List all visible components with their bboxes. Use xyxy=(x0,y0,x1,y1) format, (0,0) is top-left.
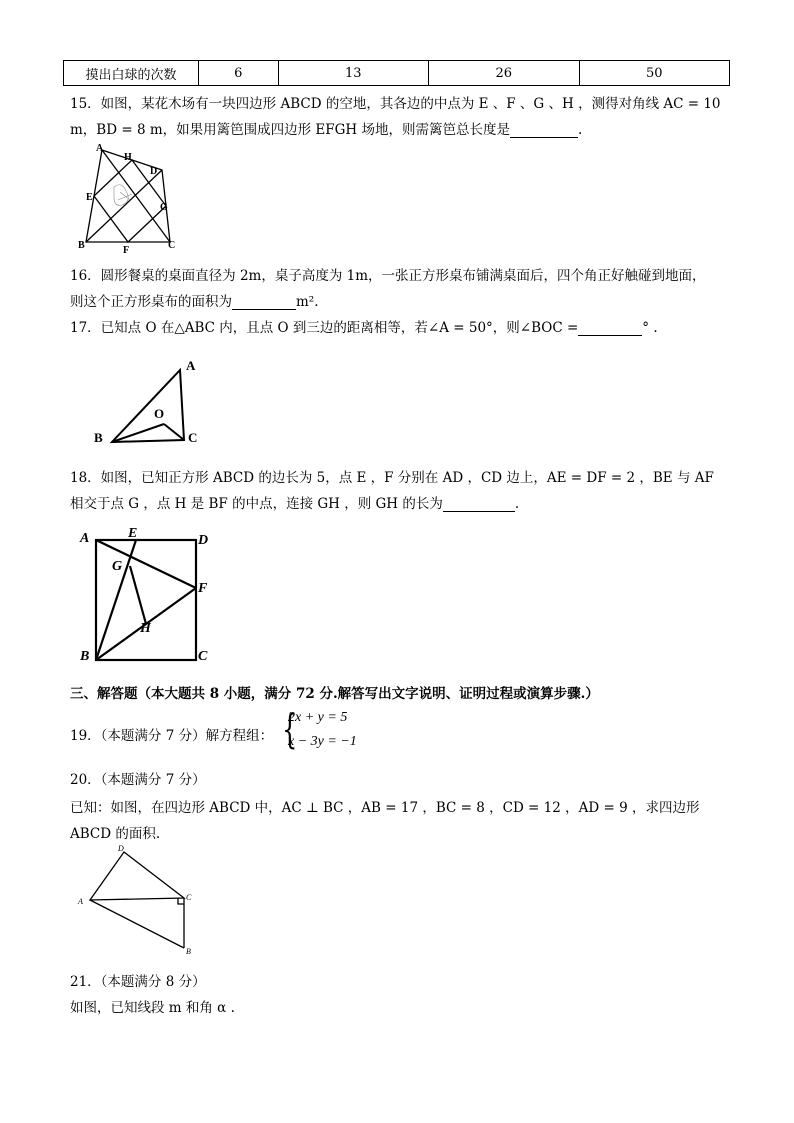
q18-line2-text: 相交于点 G ，点 H 是 BF 的中点，连接 GH ，则 GH 的长为 xyxy=(70,496,443,512)
vertex-label-F: F xyxy=(123,245,130,254)
q17-line1 xyxy=(70,316,658,336)
table-row xyxy=(64,61,730,86)
results-table xyxy=(63,60,730,86)
q19-eq1: 2x + y = 5 xyxy=(288,710,348,725)
q18-square-figure xyxy=(74,520,220,666)
point-label-H: H xyxy=(140,621,151,636)
table-header-cell: 摸出白球的次数 xyxy=(64,61,199,86)
q18-line2-end: . xyxy=(514,496,520,512)
vertex-label-E: E xyxy=(86,192,93,203)
table-cell: 50 xyxy=(579,61,729,86)
answer-blank xyxy=(578,319,642,336)
q17-line1-end: ° . xyxy=(642,320,658,336)
vertex-label-A: A xyxy=(80,531,90,546)
vertex-label-G: G xyxy=(160,202,168,213)
answer-blank xyxy=(443,495,515,512)
q15-line1: 15．如图，某花木场有一块四边形 ABCD 的空地，其各边的中点为 E 、F 、G 、H ，测得对角线 AC = 10 xyxy=(70,96,721,112)
vertex-label-H: H xyxy=(124,152,132,163)
q16-line2 xyxy=(70,290,319,310)
vertex-label-A: A xyxy=(186,358,196,373)
point-label-O: O xyxy=(154,406,165,421)
vertex-label-B: B xyxy=(80,649,90,664)
brace-symbol: { xyxy=(282,707,298,753)
table-cell: 13 xyxy=(278,61,428,86)
q15-line2-text: m，BD = 8 m，如果用篱笆围成四边形 EFGH 场地，则需篱笆总长度是 xyxy=(70,122,510,138)
section-title: 三、解答题（本大题共 8 小题，满分 72 分.解答写出文字说明、证明过程或演算步骤.） xyxy=(70,686,599,702)
vertex-label-C: C xyxy=(186,893,192,902)
answer-blank xyxy=(510,121,578,138)
vertex-label-A: A xyxy=(96,143,104,154)
table-cell: 26 xyxy=(429,61,579,86)
q17-triangle-figure xyxy=(74,344,218,452)
q15-line2 xyxy=(70,118,582,138)
q21-title: 21．（本题满分 8 分） xyxy=(70,974,206,990)
vertex-label-B: B xyxy=(94,430,103,445)
q19-eq2: x − 3y = −1 xyxy=(288,734,357,749)
answer-blank xyxy=(232,293,296,310)
point-label-E: E xyxy=(128,526,138,541)
q15-line2-end: . xyxy=(577,122,583,138)
q20-line2: ABCD 的面积. xyxy=(70,826,161,842)
vertex-label-D: D xyxy=(118,844,124,853)
q21-line1: 如图，已知线段 m 和角 α . xyxy=(70,1000,235,1016)
point-label-G: G xyxy=(112,559,123,574)
vertex-label-C: C xyxy=(168,240,176,251)
q19-text: 19．（本题满分 7 分）解方程组： xyxy=(70,728,274,744)
vertex-label-A: A xyxy=(78,897,83,906)
vertex-label-B: B xyxy=(186,947,191,956)
table-cell: 6 xyxy=(199,61,279,86)
point-label-F: F xyxy=(198,581,208,596)
q20-title: 20．（本题满分 7 分） xyxy=(70,772,206,788)
q16-line2-text: 则这个正方形桌布的面积为 xyxy=(70,294,232,310)
q18-line1: 18．如图，已知正方形 ABCD 的边长为 5，点 E ，F 分别在 AD ，CD 边上，AE = DF = 2 ，BE 与 AF xyxy=(70,470,714,486)
vertex-label-C: C xyxy=(188,430,198,445)
q20-quadrilateral-figure xyxy=(72,842,202,960)
q20-line1: 已知：如图，在四边形 ABCD 中，AC ⊥ BC ，AB = 17 ，BC = 8 ，CD = 12 ，AD = 9 ，求四边形 xyxy=(70,800,700,816)
q18-line2 xyxy=(70,492,519,512)
q16-line1: 16．圆形餐桌的桌面直径为 2m，桌子高度为 1m，一张正方形桌布铺满桌面后，四个角正好触碰到地面， xyxy=(70,268,706,284)
vertex-label-B: B xyxy=(78,240,85,251)
q17-line1-text: 17．已知点 O 在△ABC 内，且点 O 到三边的距离相等，若∠A = 50°，则∠BOC = xyxy=(70,320,579,336)
q16-line2-end: m². xyxy=(296,294,319,310)
vertex-label-D: D xyxy=(150,166,158,177)
vertex-label-C: C xyxy=(198,649,208,664)
vertex-label-D: D xyxy=(198,533,209,548)
q15-quadrilateral-figure xyxy=(74,142,184,254)
